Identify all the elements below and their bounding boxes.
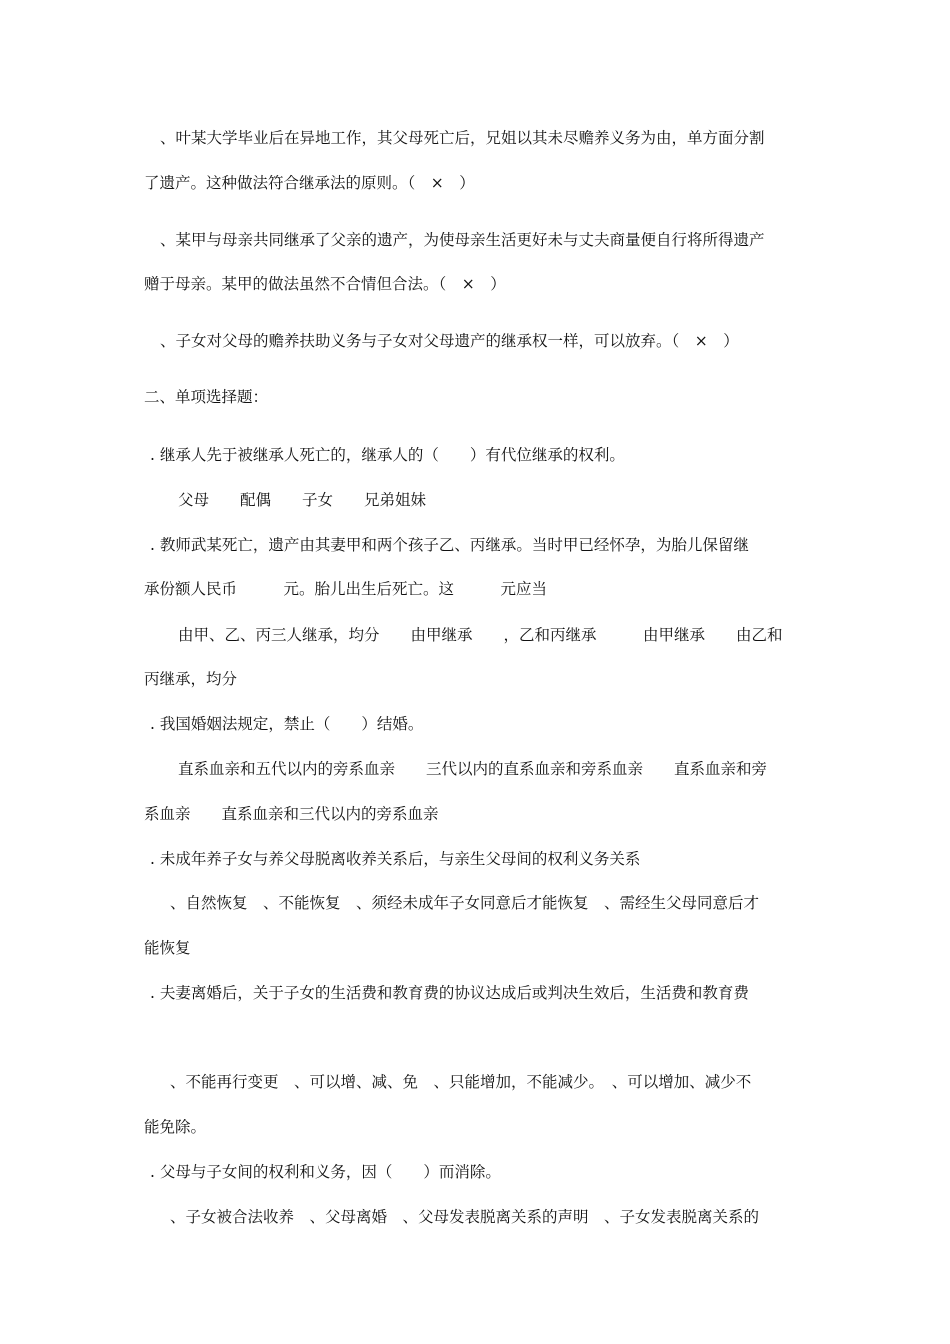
q6-stem: . 父母与子女间的权利和义务，因（ ）而消除。 [150,1163,501,1181]
q3-options-line2: 系血亲 直系血亲和三代以内的旁系血亲 [144,805,439,823]
q5-options-line2: 能免除。 [144,1118,207,1136]
section-heading: 二、单项选择题： [144,388,269,406]
q2-options-line2: 丙继承，均分 [144,670,238,688]
tf-item1-line2: 了遗产。这种做法符合继承法的原则。（ × ） [144,174,475,192]
q1-options: 父母 配偶 子女 兄弟姐妹 [178,491,427,509]
q5-options-line1: 、不能再行变更 、可以增、减、免 、只能增加，不能减少。 、可以增加、减少不 [170,1073,752,1091]
q1-stem: . 继承人先于被继承人死亡的，继承人的（ ）有代位继承的权利。 [150,446,625,464]
q3-options-line1: 直系血亲和五代以内的旁系血亲 三代以内的直系血亲和旁系血亲 直系血亲和旁 [178,760,768,778]
q5-stem: . 夫妻离婚后，关于子女的生活费和教育费的协议达成后或判决生效后，生活费和教育费 [150,984,749,1002]
q6-options-line1: 、子女被合法收养 、父母离婚 、父母发表脱离关系的声明 、子女发表脱离关系的 [170,1208,760,1226]
q4-options-line1: 、自然恢复 、不能恢复 、须经未成年子女同意后才能恢复 、需经生父母同意后才 [170,894,760,912]
q2-stem-line1: . 教师武某死亡，遗产由其妻甲和两个孩子乙、丙继承。当时甲已经怀孕，为胎儿保留继 [150,536,749,554]
q4-options-line2: 能恢复 [144,939,191,957]
q4-stem: . 未成年养子女与养父母脱离收养关系后，与亲生父母间的权利义务关系 [150,850,641,868]
q2-options-line1: 由甲、乙、丙三人继承，均分 由甲继承 ，乙和丙继承 由甲继承 由乙和 [178,626,783,644]
q3-stem: . 我国婚姻法规定，禁止（ ）结婚。 [150,715,424,733]
tf-item3-line1: 、子女对父母的赡养扶助义务与子女对父母遗产的继承权一样，可以放弃。（ × ） [160,332,739,350]
tf-item2-line2: 赠于母亲。某甲的做法虽然不合情但合法。（ × ） [144,275,506,293]
tf-item1-line1: 、叶某大学毕业后在异地工作，其父母死亡后，兄姐以其未尽赡养义务为由，单方面分割 [160,129,765,147]
tf-item2-line1: 、某甲与母亲共同继承了父亲的遗产，为使母亲生活更好未与丈夫商量便自行将所得遗产 [160,231,765,249]
q2-stem-line2: 承份额人民币 元。胎儿出生后死亡。这 元应当 [144,580,548,598]
